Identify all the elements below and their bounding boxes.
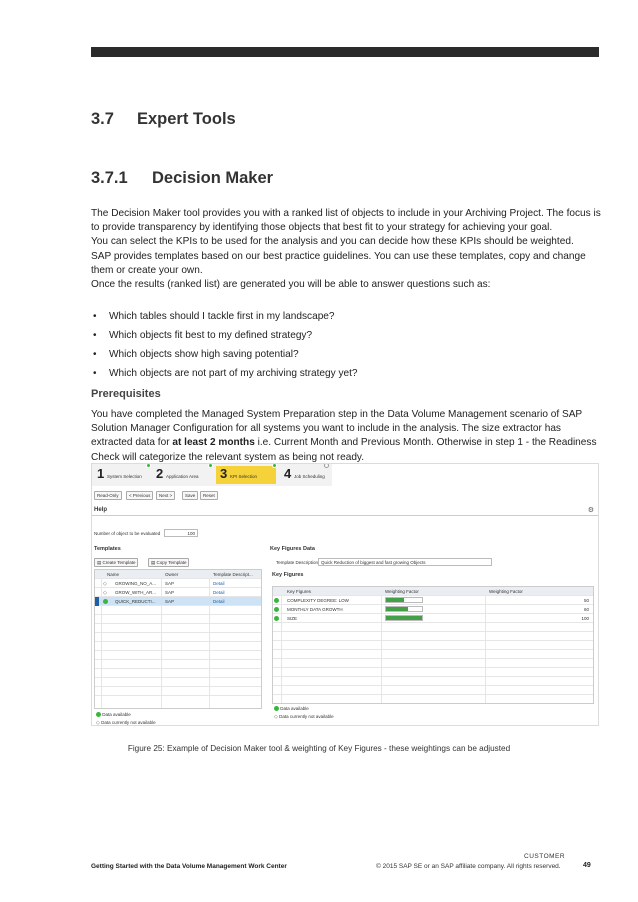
table-row (273, 623, 593, 632)
prereq-text-1: You have completed the Managed System Preparation step in the Data Volume Management scenario of SAP Solution Manager Configuration for all systems you want to include in the analysis. The size extractor has extracted data for (91, 409, 582, 449)
status-ok-icon (103, 598, 108, 605)
read-only-button[interactable]: Read-Only (94, 491, 122, 500)
legend-not-available (274, 714, 334, 720)
key-figures-table (272, 586, 594, 704)
copy-icon: ▤ (151, 560, 156, 565)
section-title: Expert Tools (137, 110, 236, 128)
document-icon: ▤ (97, 560, 102, 565)
list-item: • Which tables should I tackle first in my landscape? (91, 310, 601, 329)
column-header[interactable]: Owner (165, 572, 179, 577)
help-bar (92, 506, 598, 516)
templates-table (94, 569, 262, 709)
paragraph: The Decision Maker tool provides you with a ranked list of objects to include in your Archiving Project. The focus is to provide transparency by identifying those objects that best fit to your strategy for achieving your goal. (91, 208, 601, 234)
table-row (273, 632, 593, 641)
weighting-slider[interactable] (385, 606, 423, 612)
legend-available (96, 712, 131, 717)
table-row (95, 633, 261, 642)
template-name: GROW_WITH_AR... (115, 590, 157, 595)
footer-classification: CUSTOMER (524, 853, 566, 860)
table-row (95, 669, 261, 678)
template-description-label: Template Description (276, 560, 319, 565)
table-row (95, 678, 261, 687)
subsection-heading (91, 169, 273, 188)
status-ok-icon (274, 706, 279, 711)
weighting-value: 50 (583, 598, 589, 603)
weighting-value: 60 (583, 607, 589, 612)
copy-template-label: Copy Template (156, 560, 187, 565)
step-number: 1 (97, 466, 105, 481)
legend-label: Data currently not available (279, 714, 334, 719)
prereq-bold: at least 2 months (172, 437, 255, 449)
column-header[interactable]: Template Descript... (213, 572, 253, 577)
weighting-slider[interactable] (385, 615, 423, 621)
reset-button[interactable]: Reset (200, 491, 218, 500)
selection-marker (95, 597, 99, 606)
legend-label: Data available (102, 712, 131, 717)
table-row (95, 687, 261, 696)
header-rule (91, 47, 599, 57)
section-number: 3.7 (91, 110, 114, 128)
list-item: • Which objects fit best to my defined strategy? (91, 329, 601, 348)
template-description-field[interactable]: Quick Reduction of biggest and fast growing Objects (318, 558, 492, 566)
page-number: 49 (583, 862, 591, 869)
detail-link[interactable]: Detail (213, 581, 225, 586)
step-number: 3 (220, 466, 228, 481)
status-dot-icon (324, 463, 329, 468)
table-header (95, 570, 261, 579)
diamond-icon: ◇ (274, 714, 278, 720)
table-row[interactable] (273, 605, 593, 614)
diamond-icon: ◇ (96, 720, 100, 726)
weighting-slider[interactable] (385, 597, 423, 603)
list-item: • Which objects show high saving potential? (91, 348, 601, 367)
table-row[interactable] (95, 588, 261, 597)
prerequisites-heading: Prerequisites (91, 388, 161, 400)
paragraph: SAP provides templates based on our best practice guidelines. You can use these templates, copy and change them or create your own. (91, 250, 586, 276)
weighting-fill (386, 607, 408, 611)
create-template-label: Create Template (102, 560, 136, 565)
create-template-button[interactable] (94, 558, 138, 567)
table-row (273, 659, 593, 668)
copy-template-button[interactable] (148, 558, 189, 567)
paragraph: Once the results (ranked list) are generated you will be able to answer questions such as: (91, 279, 491, 291)
table-row[interactable] (273, 596, 593, 605)
table-row[interactable] (95, 597, 261, 606)
status-dot-icon (146, 463, 151, 468)
diamond-icon: ◇ (103, 581, 107, 587)
table-row (95, 642, 261, 651)
help-label[interactable]: Help (94, 507, 108, 513)
key-figure-name: COMPLEXITY DEGREE: LOW (287, 598, 349, 603)
table-header (273, 587, 593, 596)
status-ok-icon (274, 597, 279, 604)
step-number: 2 (156, 466, 164, 481)
legend-available (274, 706, 309, 711)
key-figure-name: SIZE (287, 616, 298, 621)
template-owner: SAP (165, 581, 175, 586)
roadmap-step-2[interactable] (154, 466, 212, 484)
subsection-number: 3.7.1 (91, 169, 128, 187)
gear-icon[interactable]: ⚙ (587, 507, 594, 514)
status-ok-icon (274, 615, 279, 622)
table-row (95, 660, 261, 669)
step-label: System Selection (107, 474, 142, 479)
template-owner: SAP (165, 599, 175, 604)
table-row (95, 615, 261, 624)
table-row (273, 668, 593, 677)
key-figures-data-title: Key Figures Data (270, 546, 315, 552)
status-ok-icon (96, 712, 101, 717)
previous-button[interactable]: < Previous (126, 491, 153, 500)
list-item: • Which objects are not part of my archiving strategy yet? (91, 367, 601, 386)
footer-doc-title: Getting Started with the Data Volume Management Work Center (91, 863, 287, 870)
step-label: Application Area (166, 474, 199, 479)
status-dot-icon (208, 463, 213, 468)
table-row (273, 650, 593, 659)
prereq-text-2: i.e. Current Month and Previous Month. Otherwise in step 1 - the Readiness Check will categorize the relevant system as being not ready. (91, 437, 597, 463)
prerequisites-text (91, 408, 601, 465)
detail-link[interactable]: Detail (213, 599, 225, 604)
detail-link[interactable]: Detail (213, 590, 225, 595)
roadmap (92, 464, 332, 486)
save-button[interactable]: Save (182, 491, 198, 500)
legend-label: Data available (280, 706, 309, 711)
next-button[interactable]: Next > (156, 491, 175, 500)
column-header[interactable]: Key Figures (287, 589, 312, 594)
question-list (91, 310, 601, 386)
status-ok-icon (274, 606, 279, 613)
template-owner: SAP (165, 590, 175, 595)
num-objects-input[interactable]: 100 (164, 529, 198, 537)
weighting-fill (386, 616, 422, 620)
legend-not-available (96, 720, 156, 726)
step-label: KPI Selection (230, 474, 258, 479)
table-row (95, 606, 261, 615)
section-heading (91, 110, 236, 129)
column-header[interactable]: Name (107, 572, 120, 577)
templates-title: Templates (94, 546, 121, 552)
column-header[interactable]: Weighting Factor (385, 589, 419, 594)
roadmap-step-4[interactable] (280, 466, 330, 484)
figure-caption: Figure 25: Example of Decision Maker tool & weighting of Key Figures - these weightings can be adjusted (127, 744, 511, 753)
key-figure-name: MONTHLY DATA GROWTH (287, 607, 343, 612)
status-dot-icon (272, 463, 277, 468)
weighting-fill (386, 598, 404, 602)
intro-paragraphs (91, 207, 601, 292)
column-header[interactable]: Weighting Factor (489, 589, 523, 594)
template-name: GROWING_NO_A... (115, 581, 157, 586)
table-row[interactable] (273, 614, 593, 623)
weighting-value: 100 (581, 616, 589, 621)
diamond-icon: ◇ (103, 590, 107, 596)
template-name: QUICK_REDUCTI... (115, 599, 156, 604)
subsection-title: Decision Maker (152, 169, 274, 187)
table-row (273, 677, 593, 686)
key-figures-title: Key Figures (272, 572, 304, 578)
roadmap-step-1[interactable] (94, 466, 150, 484)
decision-maker-screenshot (91, 463, 599, 726)
roadmap-step-3[interactable] (216, 466, 276, 484)
table-row (95, 651, 261, 660)
legend-label: Data currently not available (101, 720, 156, 725)
num-objects-label: Number of object to be evaluated (94, 531, 161, 536)
paragraph: You can select the KPIs to be used for the analysis and you can decide how these KPIs should be weighted. (91, 236, 574, 248)
table-row (273, 641, 593, 650)
footer-copyright: © 2015 SAP SE or an SAP affiliate company. All rights reserved. (376, 863, 561, 870)
table-row (273, 686, 593, 695)
table-row (95, 624, 261, 633)
step-label: Job Scheduling (294, 474, 325, 479)
step-number: 4 (284, 466, 292, 481)
table-row[interactable] (95, 579, 261, 588)
